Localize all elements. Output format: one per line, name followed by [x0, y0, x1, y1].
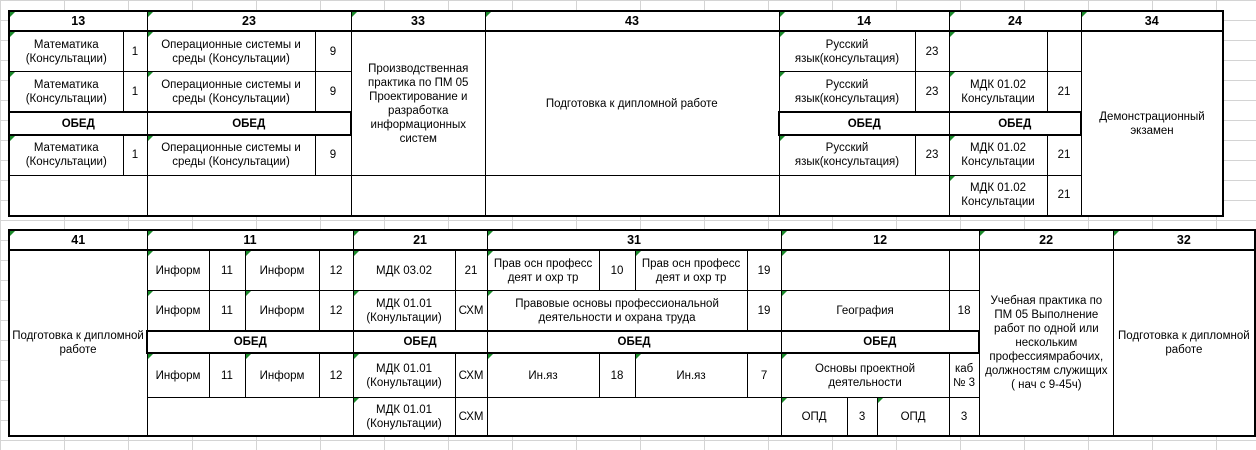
lesson-subject: Информ	[147, 250, 209, 290]
empty-cell	[9, 175, 147, 216]
lesson-room: 1	[123, 135, 147, 176]
lesson-subject: Ин.яз	[635, 353, 747, 397]
group-header-22: 22	[979, 230, 1113, 250]
empty-cell	[779, 175, 949, 216]
lesson-room: 11	[209, 250, 245, 290]
lesson-subject: Операционные системы и среды (Консультации)	[147, 31, 315, 72]
lesson-room: 23	[915, 31, 949, 72]
lesson-subject: МДК 01.02 Консультации	[949, 72, 1047, 113]
lesson-room: 19	[747, 291, 781, 331]
empty-cell	[147, 175, 351, 216]
lesson-subject: Информ	[245, 353, 319, 397]
lesson-room: СХМ	[455, 353, 487, 397]
lesson-subject: МДК 01.02 Консультации	[949, 135, 1047, 176]
lesson-subject: Математика (Консультации)	[9, 135, 123, 176]
lesson-room: 3	[949, 398, 979, 436]
lesson-subject	[781, 250, 949, 290]
lesson-room: 18	[949, 291, 979, 331]
practice-cell-33: Производственная практика по ПМ 05 Проектирование и разработка информационных систем	[351, 31, 485, 175]
lesson-subject: Ин.яз	[487, 353, 599, 397]
lesson-room: 23	[915, 135, 949, 176]
lunch-break: ОБЕД	[949, 112, 1081, 134]
lesson-room	[949, 250, 979, 290]
lesson-subject: Прав осн професс деят и охр тр	[635, 250, 747, 290]
group-header-13: 13	[9, 11, 147, 31]
lesson-subject: Прав осн професс деят и охр тр	[487, 250, 599, 290]
lunch-break: ОБЕД	[147, 331, 353, 353]
lesson-subject: МДК 03.02	[353, 250, 455, 290]
lesson-subject: Информ	[245, 250, 319, 290]
empty-cell	[487, 398, 781, 436]
group-header-21: 21	[353, 230, 487, 250]
lesson-room: 11	[209, 353, 245, 397]
group-header-24: 24	[949, 11, 1081, 31]
lunch-break: ОБЕД	[487, 331, 781, 353]
lesson-room: 21	[1047, 135, 1081, 176]
lunch-break: ОБЕД	[353, 331, 487, 353]
practice-cell-22: Учебная практика по ПМ 05 Выполнение работ по одной или нескольким профессиямрабочих, должностям служищих ( нач с 9-45ч)	[979, 250, 1113, 436]
exam-cell-34: Демонстрационный экзамен	[1081, 31, 1223, 216]
lesson-subject: Математика (Консультации)	[9, 31, 123, 72]
empty-cell	[485, 175, 779, 216]
group-header-12: 12	[781, 230, 979, 250]
lesson-room: 3	[847, 398, 877, 436]
lesson-room: 1	[123, 72, 147, 113]
lesson-room: 21	[455, 250, 487, 290]
schedule-block-2	[8, 229, 1256, 437]
diploma-prep-cell-43: Подготовка к дипломной работе	[485, 31, 779, 175]
lesson-subject: Информ	[245, 291, 319, 331]
lesson-subject: ОПД	[781, 398, 847, 436]
lesson-room: 18	[599, 353, 635, 397]
lesson-room: 10	[599, 250, 635, 290]
lesson-room: 23	[915, 72, 949, 113]
lesson-room: 19	[747, 250, 781, 290]
schedule-block-1	[8, 10, 1224, 217]
group-header-41: 41	[9, 230, 147, 250]
lesson-room: 9	[315, 31, 351, 72]
lesson-room: 21	[1047, 72, 1081, 113]
lesson-subject: МДК 01.01 (Конультации)	[353, 291, 455, 331]
lesson-room: СХМ	[455, 398, 487, 436]
lesson-subject: Операционные системы и среды (Консультации)	[147, 72, 315, 113]
lesson-subject: ОПД	[877, 398, 949, 436]
group-header-14: 14	[779, 11, 949, 31]
lunch-break: ОБЕД	[147, 112, 351, 134]
lesson-room	[1047, 31, 1081, 72]
lesson-room: 9	[315, 72, 351, 113]
lesson-subject: Информ	[147, 291, 209, 331]
group-header-23: 23	[147, 11, 351, 31]
lesson-room: 12	[319, 291, 353, 331]
lesson-room: 7	[747, 353, 781, 397]
lesson-room: 9	[315, 135, 351, 176]
diploma-prep-cell-32: Подготовка к дипломной работе	[1113, 250, 1255, 436]
lesson-subject: МДК 01.01 (Конультации)	[353, 398, 455, 436]
group-header-32: 32	[1113, 230, 1255, 250]
empty-cell	[351, 175, 485, 216]
lesson-room: СХМ	[455, 291, 487, 331]
group-header-43: 43	[485, 11, 779, 31]
group-header-31: 31	[487, 230, 781, 250]
lesson-room: 12	[319, 250, 353, 290]
lesson-room: каб № 3	[949, 353, 979, 397]
empty-cell	[147, 398, 353, 436]
lunch-break: ОБЕД	[779, 112, 949, 134]
lesson-room: 21	[1047, 175, 1081, 216]
lesson-subject: География	[781, 291, 949, 331]
lesson-subject: Операционные системы и среды (Консультации)	[147, 135, 315, 176]
diploma-prep-cell-41: Подготовка к дипломной работе	[9, 250, 147, 436]
lesson-subject: Основы проектной деятельности	[781, 353, 949, 397]
lunch-break: ОБЕД	[781, 331, 979, 353]
lesson-subject: МДК 01.02 Консультации	[949, 175, 1047, 216]
lesson-subject: Математика (Консультации)	[9, 72, 123, 113]
group-header-11: 11	[147, 230, 353, 250]
group-header-33: 33	[351, 11, 485, 31]
lesson-subject: Русский язык(консультация)	[779, 72, 915, 113]
lesson-subject: Русский язык(консультация)	[779, 135, 915, 176]
lesson-subject: Правовые основы профессиональной деятельности и охрана труда	[487, 291, 747, 331]
lunch-break: ОБЕД	[9, 112, 147, 134]
lesson-subject: Информ	[147, 353, 209, 397]
lesson-room: 11	[209, 291, 245, 331]
lesson-room: 1	[123, 31, 147, 72]
lesson-subject: Русский язык(консультация)	[779, 31, 915, 72]
lesson-subject	[949, 31, 1047, 72]
lesson-subject: МДК 01.01 (Конультации)	[353, 353, 455, 397]
lesson-room: 12	[319, 353, 353, 397]
group-header-34: 34	[1081, 11, 1223, 31]
